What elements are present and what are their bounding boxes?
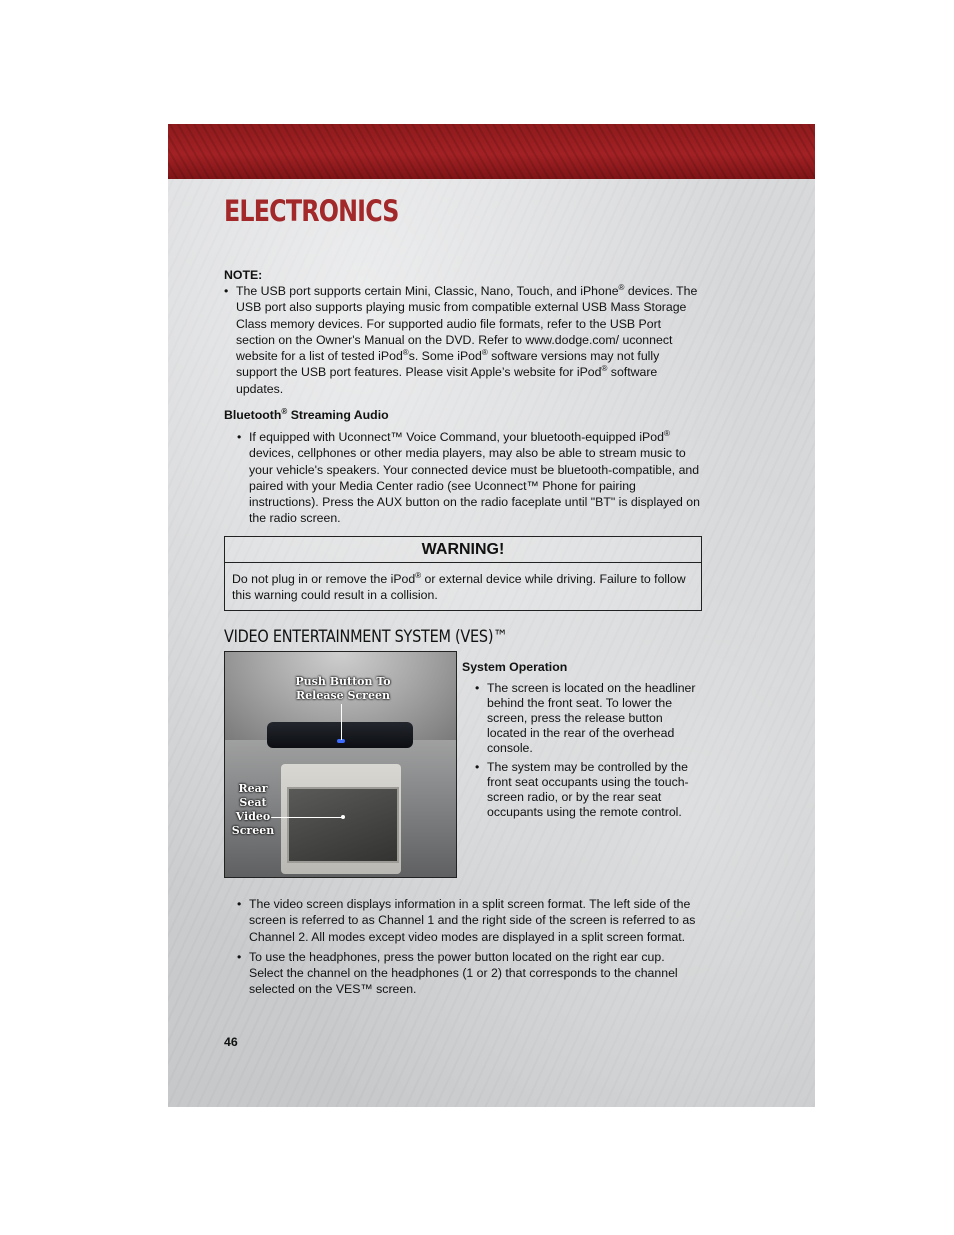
overhead-console	[267, 722, 413, 748]
warning-title: WARNING!	[225, 537, 701, 563]
bluetooth-list	[237, 429, 702, 527]
note-list	[224, 283, 702, 397]
rear-screen-label: Rear Seat Video Screen	[231, 782, 275, 837]
ves-heading: VIDEO ENTERTAINMENT SYSTEM (VES)™	[224, 627, 508, 647]
header-banner	[168, 124, 815, 179]
ves-item: • To use the headphones, press the power button located on the right ear cup. Select the channel on the headphones (1 or 2) that corresponds to the channel selected on the VES™ screen.	[237, 949, 702, 998]
ves-item: • The video screen displays information in a split screen format. The left side of the screen is referred to as Channel 1 and the right side of the screen is referred to as Channel 2. All modes except video modes are displayed in a split screen format.	[237, 896, 702, 945]
system-operation-heading: System Operation	[462, 660, 568, 674]
ves-list	[237, 896, 702, 1002]
system-operation-item: • The screen is located on the headliner behind the front seat. To lower the screen, press the release button located in the rear of the overhead console.	[475, 681, 703, 756]
note-label: NOTE:	[224, 268, 263, 282]
push-button-label: Push Button To Release Screen	[295, 675, 391, 702]
callout-line-rear	[271, 817, 343, 818]
note-item: • The USB port supports certain Mini, Classic, Nano, Touch, and iPhone® devices. The USB port also supports playing music from compatible external USB Mass Storage Class memory devices. For supported audio file formats, refer to the USB Port section on the Owner's Manual on the DVD. Refer to www.dodge.com/ uconnect website for a list of tested iPod®s. Some iPod® software versions may not fully support the USB port features. Please visit Apple’s website for iPod® software updates.	[224, 283, 702, 397]
bluetooth-item: • If equipped with Uconnect™ Voice Command, your bluetooth-equipped iPod® devices, cellphones or other media players, may also be able to stream music to your vehicle's speakers. Your connected device must be bluetooth-compatible, and paired with your Media Center radio (see Uconnect™ Phone for pairing instructions). Press the AUX button on the radio faceplate until "BT" is displayed on the radio screen.	[237, 429, 702, 527]
manual-page	[168, 124, 815, 1107]
section-title: ELECTRONICS	[224, 194, 399, 228]
warning-text: Do not plug in or remove the iPod® or external device while driving. Failure to follow this warning could result in a collision.	[232, 570, 686, 603]
page-number: 46	[224, 1035, 238, 1049]
ves-photo	[224, 651, 457, 878]
warning-box	[224, 536, 702, 611]
bluetooth-heading: Bluetooth® Streaming Audio	[224, 406, 389, 422]
callout-line-push	[341, 704, 342, 740]
system-operation-list	[475, 681, 703, 824]
callout-dot	[341, 815, 345, 819]
video-screen	[287, 787, 399, 863]
system-operation-item: • The system may be controlled by the front seat occupants using the touch-screen radio, or by the rear seat occupants using the remote control.	[475, 760, 703, 820]
